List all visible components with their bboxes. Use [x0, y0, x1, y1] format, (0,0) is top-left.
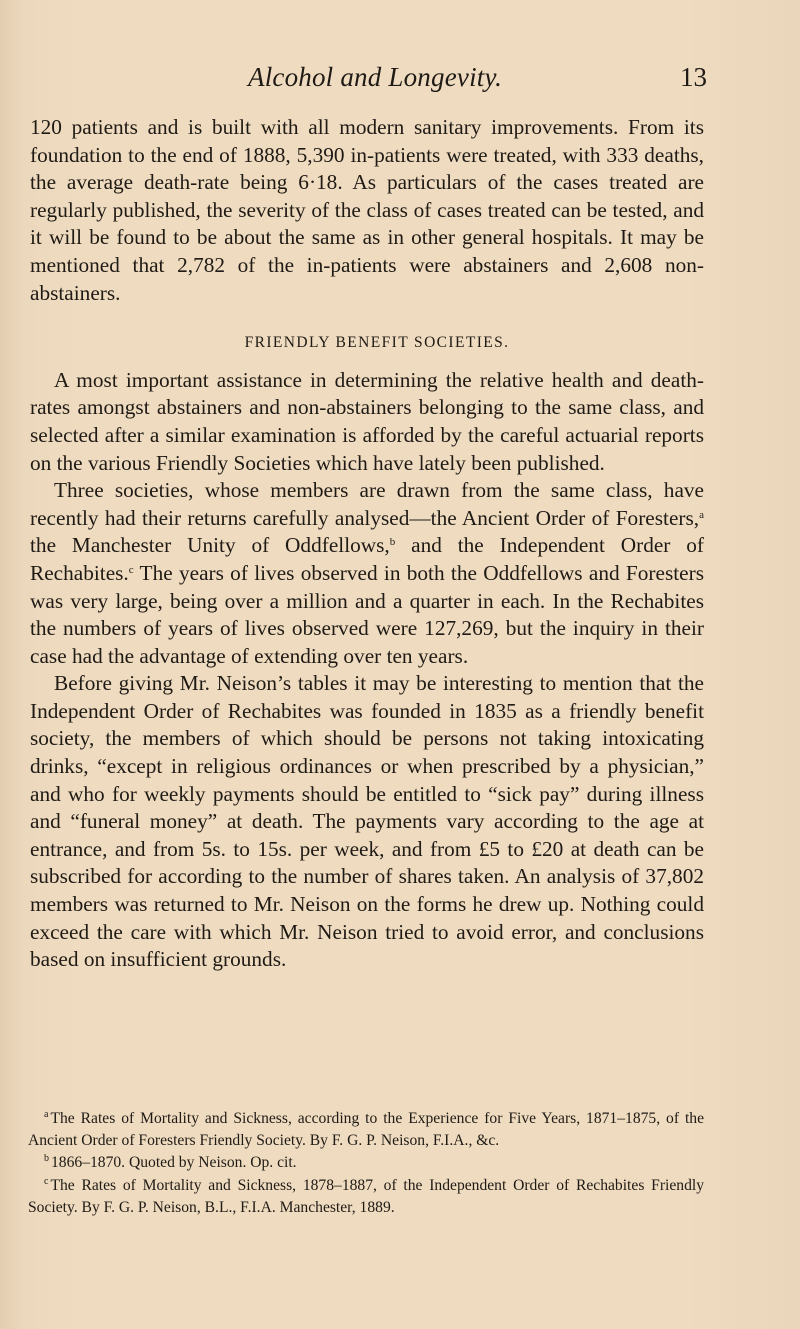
footnote-a [28, 1108, 704, 1152]
running-title: Alcohol and Longevity. [248, 62, 503, 92]
footnotes [28, 1108, 704, 1219]
footnote-text: The Rates of Mortality and Sickness, 1878–1887, of the Independent Order of Rechabites Friendly Society. By F. G. P. Neison, B.L., F.I.A. Manchester, 1889. [28, 1176, 704, 1216]
footnote-ref-b: b [389, 536, 396, 549]
body-text [30, 114, 704, 974]
footnote-text: 1866–1870. Quoted by Neison. Op. cit. [51, 1154, 297, 1172]
running-head [0, 62, 800, 102]
footnote-mark: c [44, 1175, 49, 1187]
text-run: The years of lives observed in both the Oddfellows and Foresters was very large, being over a million and a quarter in each. In the Rechabites the numbers of years of lives observed were 127,269, but the inquiry in their case had the advantage of extending over ten years. [30, 560, 704, 668]
page-number: 13 [680, 62, 707, 92]
footnote-b [28, 1152, 704, 1174]
footnote-ref-c: c [128, 563, 134, 576]
section-heading: FRIENDLY BENEFIT SOCIETIES. [244, 334, 510, 352]
footnote-mark: b [44, 1153, 49, 1165]
paragraph-assistance: A most important assistance in determining the relative health and death-rates amongst abstainers and non-abstainers belonging to the same class, and selected after a similar examination is afforded by the careful actuarial reports on the various Friendly Societies which have lately been published. [30, 367, 704, 475]
paragraph-rechabites: Before giving Mr. Neison’s tables it may be interesting to mention that the Independent Order of Rechabites was founded in 1835 as a friendly benefit society, the members of which should be persons not taking intoxicating drinks, “except in religious ordinances or when prescribed by a physician,” and who for weekly payments should be entitled to “sick pay” during illness and “funeral money” at death. The payments vary according to the age at entrance, and from 5s. to 15s. per week, and from £5 to £20 at death can be subscribed for according to the number of shares taken. An analysis of 37,802 members was returned to Mr. Neison on the forms he drew up. Nothing could exceed the care with which Mr. Neison tried to avoid error, and conclusions based on insufficient grounds. [30, 671, 704, 972]
footnote-c [28, 1175, 704, 1219]
paragraph-three-societies [30, 477, 704, 670]
footnote-text: The Rates of Mortality and Sickness, according to the Experience for Five Years, 1871–1875, of the Ancient Order of Foresters Friendly Society. By F. G. P. Neison, F.I.A., &c. [28, 1110, 704, 1150]
text-run: Three societies, whose members are drawn from the same class, have recently had their returns carefully analysed—the Ancient Order of Foresters, [30, 478, 704, 530]
text-run: and the Independent Order of Rechabites. [30, 533, 704, 585]
footnote-ref-a: a [699, 508, 704, 521]
footnote-mark: a [44, 1109, 49, 1120]
paragraph-hospital: 120 patients and is built with all modern sanitary improvements. From its foundation to the end of 1888, 5,390 in-patients were treated, with 333 deaths, the average death-rate being 6·18. As particulars of the cases treated are regularly published, the severity of the class of cases treated can be tested, and it will be found to be about the same as in other general hospitals. It may be mentioned that 2,782 of the in-patients were abstainers and 2,608 non-abstainers. [30, 115, 704, 305]
text-run: the Manchester Unity of Oddfellows, [30, 533, 390, 558]
